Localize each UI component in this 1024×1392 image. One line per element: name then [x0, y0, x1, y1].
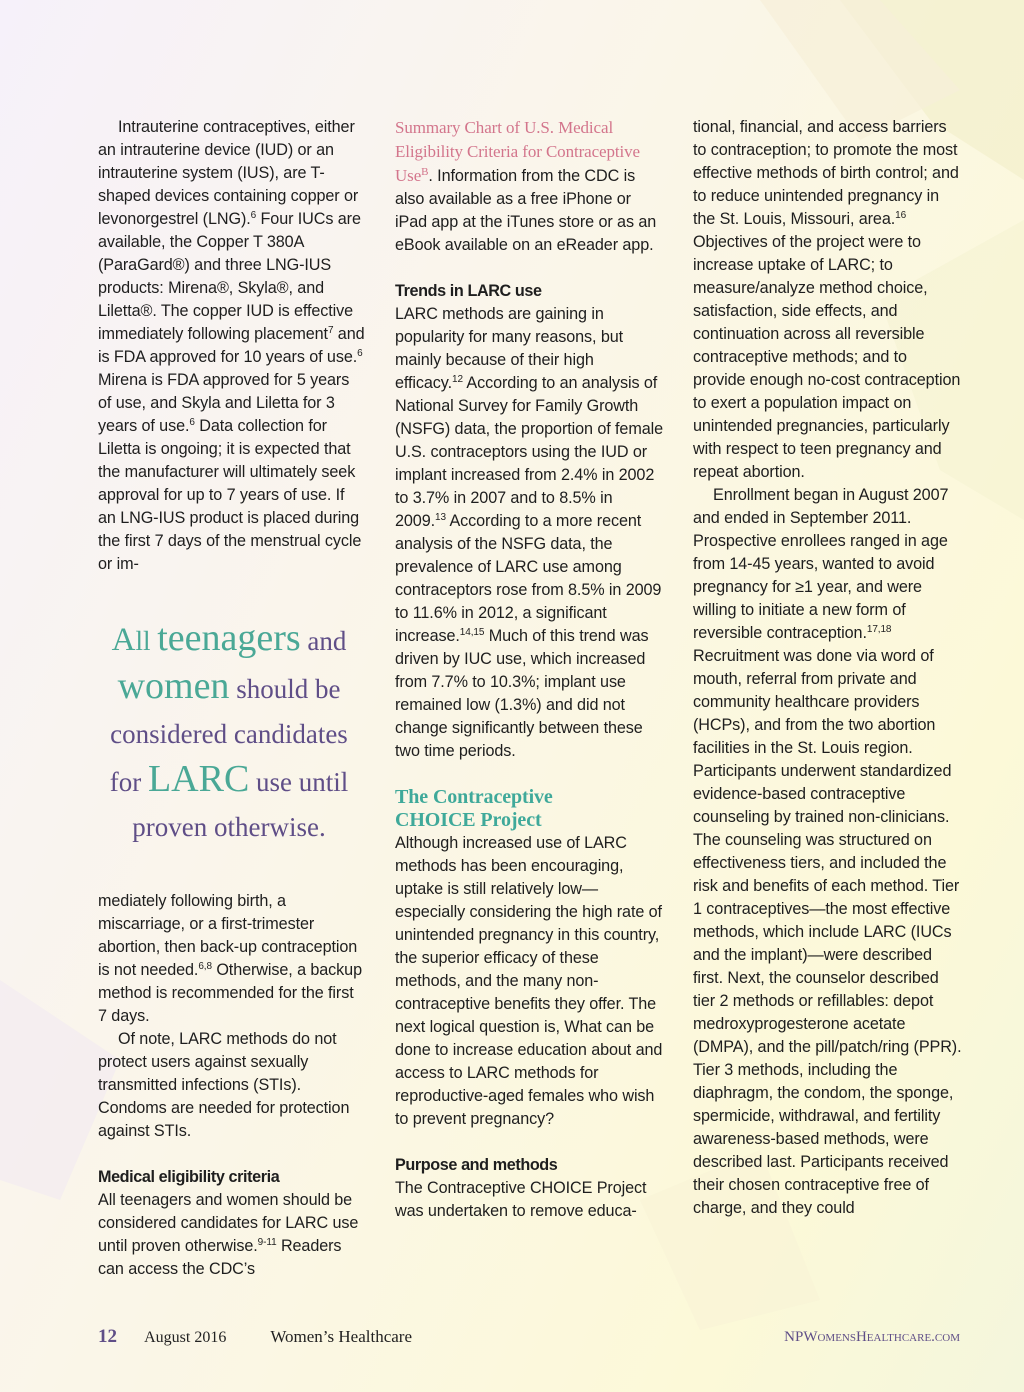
section-heading: Purpose and methods	[395, 1156, 558, 1174]
column-1	[98, 116, 366, 1281]
pull-quote: All teenagers and women should be considered candidates for LARC use until proven otherwise.	[109, 617, 349, 842]
website-link[interactable]: NPWomensHealthcare.com	[784, 1329, 960, 1345]
section-heading: Medical eligibility criteria	[98, 1168, 280, 1186]
body-paragraph: Intrauterine contraceptives, either an intrauterine device (IUD) or an intrauterine system (IUS), are T-shaped devices containing copper or levonorgestrel (LNG).$^6$ Four IUCs are available, the Copper T 380A (ParaGard®) and three LNG-IUS products: Mirena®, Skyla®, and Liletta®. The copper IUD is effective immediately following placement$^7$ and is FDA approved for 10 years of use.$^6$ Mirena is FDA approved for 5 years of use, and Skyla and Liletta for 3 years of use.$^6$ Data collection for Liletta is ongoing; it is expected that the manufacturer will ultimately seek approval for up to 7 years of use. If an LNG-IUS product is placed during the first 7 days of the menstrual cycle or im-	[98, 118, 365, 573]
body-paragraph: All teenagers and women should be considered candidates for LARC use until proven otherwise.$^{9-11}$ Readers can access the CDC’s	[98, 1191, 359, 1278]
page-footer	[98, 1326, 960, 1348]
body-paragraph: The Contraceptive CHOICE Project was undertaken to remove educa-	[395, 1179, 647, 1220]
body-paragraph: Although increased use of LARC methods has been encouraging, uptake is still relatively low—especially considering the high rate of unintended pregnancy in this country, the superior efficacy of these methods, and the many non-contraceptive benefits they offer. The next logical question is, What can be done to increase education about and access to LARC methods for reproductive-aged females who wish to prevent pregnancy?	[395, 834, 663, 1128]
magazine-name: Women’s Healthcare	[270, 1327, 413, 1346]
column-2	[395, 116, 665, 1223]
section-heading: Trends in LARC use	[395, 282, 542, 300]
body-paragraph: tional, financial, and access barriers to contraception; to promote the most effective methods of birth control; and to reduce unintended pregnancy in the St. Louis, Missouri, area.$^{16}$ Objectives of the project were to increase uptake of LARC; to measure/analyze method choice, satisfaction, side effects, and continuation across all reversible contraceptive methods; and to provide enough no-cost contraception to exert a population impact on unintended pregnancies, particularly with respect to teen pregnancy and repeat abortion.	[693, 118, 961, 481]
column-3	[693, 116, 963, 1220]
body-paragraph: LARC methods are gaining in popularity for many reasons, but mainly because of their high efficacy.$^{12}$ According to an analysis of National Survey for Family Growth (NSFG) data, the proportion of female U.S. contraceptors using the IUD or implant increased from 2.4% in 2002 to 3.7% in 2007 and to 8.5% in 2009.13 According to a more recent analysis of the NSFG data, the prevalence of LARC use among contraceptors rose from 8.5% in 2009 to 11.6% in 2012, a significant increase.$^{14,15}$ Much of this trend was driven by IUC use, which increased from 7.7% to 10.3%; implant use remained low (1.3%) and did not change significantly between these two time periods.	[395, 305, 664, 760]
page-number: 12	[98, 1326, 117, 1347]
issue-date: August 2016	[144, 1329, 227, 1346]
section-heading-choice: The Contraceptive CHOICE Project	[395, 786, 553, 831]
body-paragraph: mediately following birth, a miscarriage, or a first-trimester abortion, then back-up contraception is not needed.$^{6,8}$ Otherwise, a backup method is recommended for the first 7 days.	[98, 892, 362, 1025]
body-paragraph: Enrollment began in August 2007 and ended in September 2011. Prospective enrollees ranged in age from 14-45 years, wanted to avoid pregnancy for ≥1 year, and were willing to initiate a new form of reversible contraception.$^{17,18}$ Recruitment was done via word of mouth, referral from private and community healthcare providers (HCPs), and from the two abortion facilities in the St. Louis region. Participants underwent standardized evidence-based contraceptive counseling by trained non-clinicians. The counseling was structured on effectiveness tiers, and included the risk and benefits of each method. Tier 1 contraceptives—the most effective methods, which include LARC (IUCs and the implant)—were described first. Next, the counselor described tier 2 methods or refillables: depot medroxyprogesterone acetate (DMPA), and the pill/patch/ring (PPR). Tier 3 methods, including the diaphragm, the condom, the sponge, spermicide, withdrawal, and fertility awareness-based methods, were described last. Participants received their chosen contraceptive free of charge, and they could	[693, 486, 962, 1217]
cdc-chart-link[interactable]: Summary Chart of U.S. Medical Eligibility Criteria for Contraceptive Use	[395, 118, 640, 185]
body-paragraph: Of note, LARC methods do not protect users against sexually transmitted infections (STIs). Condoms are needed for protection against STIs.	[98, 1030, 350, 1140]
body-paragraph: Summary Chart of U.S. Medical Eligibility Criteria for Contraceptive Use$^B$. Information from the CDC is also available as a free iPhone or iPad app at the iTunes store or as an eBook available on an eReader app.	[395, 118, 657, 254]
